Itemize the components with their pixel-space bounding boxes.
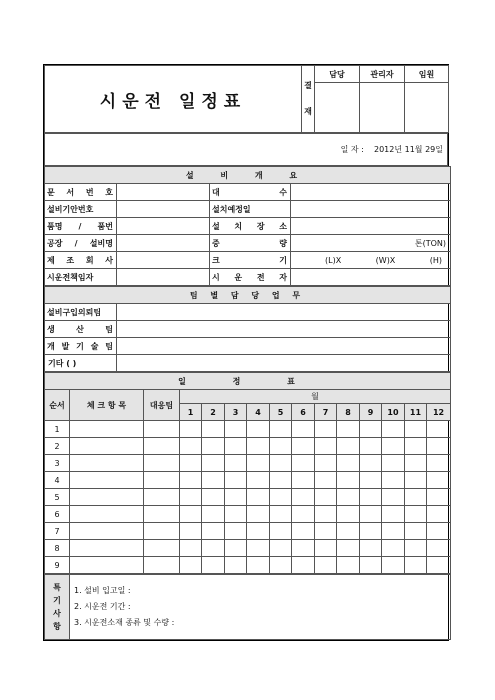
check-item-cell[interactable]	[70, 421, 144, 438]
row-number: 1	[45, 421, 70, 438]
field-manufacturer[interactable]	[117, 252, 210, 269]
month-cell-3[interactable]	[225, 455, 247, 472]
month-cell-6[interactable]	[292, 455, 315, 472]
field-product[interactable]	[117, 218, 210, 235]
month-cell-8[interactable]	[337, 557, 360, 574]
month-cell-6[interactable]	[292, 438, 315, 455]
schedule-row	[45, 438, 451, 455]
month-11: 11	[405, 404, 427, 421]
field-test-operator[interactable]	[291, 269, 451, 286]
month-cell-7[interactable]	[315, 557, 337, 574]
schedule-row	[45, 489, 451, 506]
check-item-cell[interactable]	[70, 438, 144, 455]
remarks-field[interactable]	[70, 575, 451, 640]
team-cell[interactable]	[144, 540, 180, 557]
month-cell-4[interactable]	[247, 455, 270, 472]
label-team-rnd: 개 발 기 술 팀	[45, 338, 117, 355]
col-team: 대응팀	[144, 390, 180, 421]
month-cell-6[interactable]	[292, 489, 315, 506]
month-cell-10[interactable]	[382, 557, 405, 574]
month-cell-11[interactable]	[405, 472, 427, 489]
row-number: 3	[45, 455, 70, 472]
approval-sign-executive[interactable]	[405, 83, 449, 133]
schedule-row	[45, 421, 451, 438]
month-cell-7[interactable]	[315, 438, 337, 455]
schedule-row	[45, 540, 451, 557]
month-cell-10[interactable]	[382, 421, 405, 438]
month-cell-3[interactable]	[225, 557, 247, 574]
month-cell-9[interactable]	[360, 557, 382, 574]
label-team-other: 기타 ( )	[45, 355, 117, 372]
month-7: 7	[315, 404, 337, 421]
field-team-rnd[interactable]	[117, 338, 451, 355]
month-cell-11[interactable]	[405, 506, 427, 523]
month-cell-8[interactable]	[337, 438, 360, 455]
month-cell-1[interactable]	[180, 438, 202, 455]
remark-item-3: 3. 시운전소재 종류 및 수량 :	[74, 618, 175, 627]
check-item-cell[interactable]	[70, 489, 144, 506]
month-cell-5[interactable]	[270, 421, 292, 438]
month-cell-8[interactable]	[337, 421, 360, 438]
month-cell-4[interactable]	[247, 472, 270, 489]
month-9: 9	[360, 404, 382, 421]
month-cell-11[interactable]	[405, 455, 427, 472]
month-cell-2[interactable]	[202, 557, 225, 574]
check-item-cell[interactable]	[70, 557, 144, 574]
month-2: 2	[202, 404, 225, 421]
team-cell[interactable]	[144, 506, 180, 523]
check-item-cell[interactable]	[70, 472, 144, 489]
month-cell-2[interactable]	[202, 455, 225, 472]
schedule-table	[44, 372, 451, 574]
month-cell-9[interactable]	[360, 506, 382, 523]
month-cell-1[interactable]	[180, 489, 202, 506]
month-cell-4[interactable]	[247, 523, 270, 540]
month-cell-4[interactable]	[247, 489, 270, 506]
approval-col-admin: 관리자	[360, 66, 405, 83]
month-cell-5[interactable]	[270, 523, 292, 540]
month-cell-7[interactable]	[315, 506, 337, 523]
team-cell[interactable]	[144, 489, 180, 506]
field-quantity[interactable]	[291, 184, 451, 201]
month-cell-3[interactable]	[225, 472, 247, 489]
field-size[interactable]	[291, 252, 451, 269]
month-cell-5[interactable]	[270, 506, 292, 523]
month-cell-11[interactable]	[405, 557, 427, 574]
row-number: 5	[45, 489, 70, 506]
month-cell-3[interactable]	[225, 506, 247, 523]
month-cell-6[interactable]	[292, 421, 315, 438]
month-cell-10[interactable]	[382, 455, 405, 472]
label-team-production: 생 산 팀	[45, 321, 117, 338]
row-number: 6	[45, 506, 70, 523]
field-doc-number[interactable]	[117, 184, 210, 201]
month-cell-9[interactable]	[360, 421, 382, 438]
month-cell-2[interactable]	[202, 540, 225, 557]
remarks-table	[44, 574, 451, 640]
approval-label-2: 재	[304, 107, 312, 116]
month-cell-12[interactable]	[427, 523, 451, 540]
month-cell-11[interactable]	[405, 489, 427, 506]
month-cell-5[interactable]	[270, 455, 292, 472]
month-cell-11[interactable]	[405, 438, 427, 455]
month-cell-1[interactable]	[180, 455, 202, 472]
team-cell[interactable]	[144, 472, 180, 489]
month-cell-1[interactable]	[180, 472, 202, 489]
month-cell-12[interactable]	[427, 421, 451, 438]
month-cell-12[interactable]	[427, 455, 451, 472]
approval-sign-manager[interactable]	[315, 83, 360, 133]
month-cell-6[interactable]	[292, 540, 315, 557]
label-quantity: 대 수	[210, 184, 291, 201]
check-item-cell[interactable]	[70, 506, 144, 523]
field-weight[interactable]	[291, 235, 451, 252]
size-width: (W)X	[375, 255, 396, 265]
check-item-cell[interactable]	[70, 523, 144, 540]
month-4: 4	[247, 404, 270, 421]
approval-sign-admin[interactable]	[360, 83, 405, 133]
approval-col-manager: 담당	[315, 66, 360, 83]
month-cell-11[interactable]	[405, 523, 427, 540]
label-test-operator: 시 운 전 자	[210, 269, 291, 286]
field-proposal-number[interactable]	[117, 201, 210, 218]
month-cell-8[interactable]	[337, 489, 360, 506]
month-5: 5	[270, 404, 292, 421]
month-cell-4[interactable]	[247, 421, 270, 438]
month-cell-2[interactable]	[202, 421, 225, 438]
month-cell-6[interactable]	[292, 557, 315, 574]
field-test-manager[interactable]	[117, 269, 210, 286]
row-number: 7	[45, 523, 70, 540]
check-item-cell[interactable]	[70, 455, 144, 472]
label-proposal-number: 설비기안번호	[45, 201, 117, 218]
field-factory[interactable]	[117, 235, 210, 252]
remark-item-1: 1. 설비 입고일 :	[74, 586, 131, 595]
month-cell-8[interactable]	[337, 455, 360, 472]
approval-label	[302, 66, 315, 133]
month-cell-12[interactable]	[427, 540, 451, 557]
month-cell-10[interactable]	[382, 523, 405, 540]
month-12: 12	[427, 404, 451, 421]
month-cell-7[interactable]	[315, 472, 337, 489]
month-cell-7[interactable]	[315, 421, 337, 438]
month-cell-3[interactable]	[225, 540, 247, 557]
month-cell-1[interactable]	[180, 506, 202, 523]
overview-header: 설 비 개 요	[45, 167, 451, 184]
header-table	[44, 65, 449, 133]
month-cell-6[interactable]	[292, 523, 315, 540]
month-cell-9[interactable]	[360, 472, 382, 489]
month-cell-10[interactable]	[382, 540, 405, 557]
month-cell-1[interactable]	[180, 523, 202, 540]
remark-item-2: 2. 시운전 기간 :	[74, 602, 131, 611]
field-team-production[interactable]	[117, 321, 451, 338]
month-6: 6	[292, 404, 315, 421]
month-cell-12[interactable]	[427, 557, 451, 574]
month-10: 10	[382, 404, 405, 421]
month-cell-8[interactable]	[337, 523, 360, 540]
team-cell[interactable]	[144, 523, 180, 540]
date-row	[45, 134, 448, 166]
team-cell[interactable]	[144, 557, 180, 574]
month-cell-12[interactable]	[427, 472, 451, 489]
month-cell-8[interactable]	[337, 472, 360, 489]
month-cell-9[interactable]	[360, 455, 382, 472]
month-cell-7[interactable]	[315, 455, 337, 472]
team-cell[interactable]	[144, 438, 180, 455]
remarks-label	[45, 575, 70, 640]
check-item-cell[interactable]	[70, 540, 144, 557]
month-cell-4[interactable]	[247, 540, 270, 557]
overview-table	[44, 166, 451, 286]
month-cell-8[interactable]	[337, 540, 360, 557]
month-cell-5[interactable]	[270, 438, 292, 455]
schedule-row	[45, 523, 451, 540]
month-cell-5[interactable]	[270, 489, 292, 506]
row-number: 8	[45, 540, 70, 557]
field-install-location[interactable]	[291, 218, 451, 235]
month-cell-5[interactable]	[270, 540, 292, 557]
month-cell-9[interactable]	[360, 540, 382, 557]
approval-col-executive: 임원	[405, 66, 449, 83]
row-number: 2	[45, 438, 70, 455]
month-cell-3[interactable]	[225, 421, 247, 438]
field-team-other[interactable]	[117, 355, 451, 372]
field-install-date[interactable]	[291, 201, 451, 218]
month-cell-6[interactable]	[292, 506, 315, 523]
month-cell-7[interactable]	[315, 540, 337, 557]
month-cell-3[interactable]	[225, 489, 247, 506]
month-cell-9[interactable]	[360, 523, 382, 540]
size-height: (H)	[429, 255, 443, 265]
col-check-item: 체 크 항 목	[70, 390, 144, 421]
label-doc-number: 문 서 번 호	[45, 184, 117, 201]
team-cell[interactable]	[144, 455, 180, 472]
date-label: 일 자 :	[340, 145, 364, 154]
month-cell-3[interactable]	[225, 438, 247, 455]
col-month-label: 월	[180, 390, 451, 404]
schedule-row	[45, 557, 451, 574]
teams-header: 팀 별 담 당 업 무	[45, 287, 451, 304]
month-cell-4[interactable]	[247, 557, 270, 574]
col-order: 순서	[45, 390, 70, 421]
month-cell-11[interactable]	[405, 421, 427, 438]
label-factory: 공장 / 설비명	[45, 235, 117, 252]
label-size: 크 기	[210, 252, 291, 269]
field-team-purchase[interactable]	[117, 304, 451, 321]
month-cell-6[interactable]	[292, 472, 315, 489]
date-value[interactable]: 2012년 11월 29일	[374, 145, 443, 154]
month-cell-9[interactable]	[360, 489, 382, 506]
month-cell-10[interactable]	[382, 506, 405, 523]
month-cell-12[interactable]	[427, 489, 451, 506]
team-cell[interactable]	[144, 421, 180, 438]
month-cell-12[interactable]	[427, 438, 451, 455]
month-3: 3	[225, 404, 247, 421]
approval-label-1: 결	[304, 81, 312, 90]
month-cell-3[interactable]	[225, 523, 247, 540]
month-cell-4[interactable]	[247, 506, 270, 523]
month-cell-2[interactable]	[202, 489, 225, 506]
month-cell-2[interactable]	[202, 438, 225, 455]
month-cell-7[interactable]	[315, 489, 337, 506]
month-cell-2[interactable]	[202, 472, 225, 489]
page-title: 시운전 일정표	[45, 66, 302, 133]
row-number: 9	[45, 557, 70, 574]
month-cell-10[interactable]	[382, 438, 405, 455]
schedule-row	[45, 472, 451, 489]
month-cell-2[interactable]	[202, 506, 225, 523]
month-cell-9[interactable]	[360, 438, 382, 455]
row-number: 4	[45, 472, 70, 489]
month-cell-11[interactable]	[405, 540, 427, 557]
label-install-date: 설치예정일	[210, 201, 291, 218]
label-weight: 중 량	[210, 235, 291, 252]
month-8: 8	[337, 404, 360, 421]
schedule-row	[45, 455, 451, 472]
label-install-location: 설 치 장 소	[210, 218, 291, 235]
schedule-form	[43, 64, 449, 641]
month-cell-1[interactable]	[180, 421, 202, 438]
month-cell-8[interactable]	[337, 506, 360, 523]
schedule-header: 일 정 표	[45, 373, 451, 390]
schedule-row	[45, 506, 451, 523]
month-cell-2[interactable]	[202, 523, 225, 540]
teams-table	[44, 286, 451, 372]
month-cell-5[interactable]	[270, 557, 292, 574]
month-cell-1[interactable]	[180, 540, 202, 557]
month-cell-10[interactable]	[382, 472, 405, 489]
remarks-label-text: 특기사항	[53, 583, 61, 631]
month-cell-5[interactable]	[270, 472, 292, 489]
month-1: 1	[180, 404, 202, 421]
month-cell-7[interactable]	[315, 523, 337, 540]
size-length: (L)X	[325, 255, 342, 265]
month-cell-4[interactable]	[247, 438, 270, 455]
date-table	[44, 133, 448, 166]
label-manufacturer: 제 조 회 사	[45, 252, 117, 269]
month-cell-12[interactable]	[427, 506, 451, 523]
label-test-manager: 시운전책임자	[45, 269, 117, 286]
month-cell-10[interactable]	[382, 489, 405, 506]
label-product: 품명 / 품번	[45, 218, 117, 235]
label-team-purchase: 설비구입의뢰팀	[45, 304, 117, 321]
weight-unit: 톤(TON)	[414, 238, 447, 248]
month-cell-1[interactable]	[180, 557, 202, 574]
